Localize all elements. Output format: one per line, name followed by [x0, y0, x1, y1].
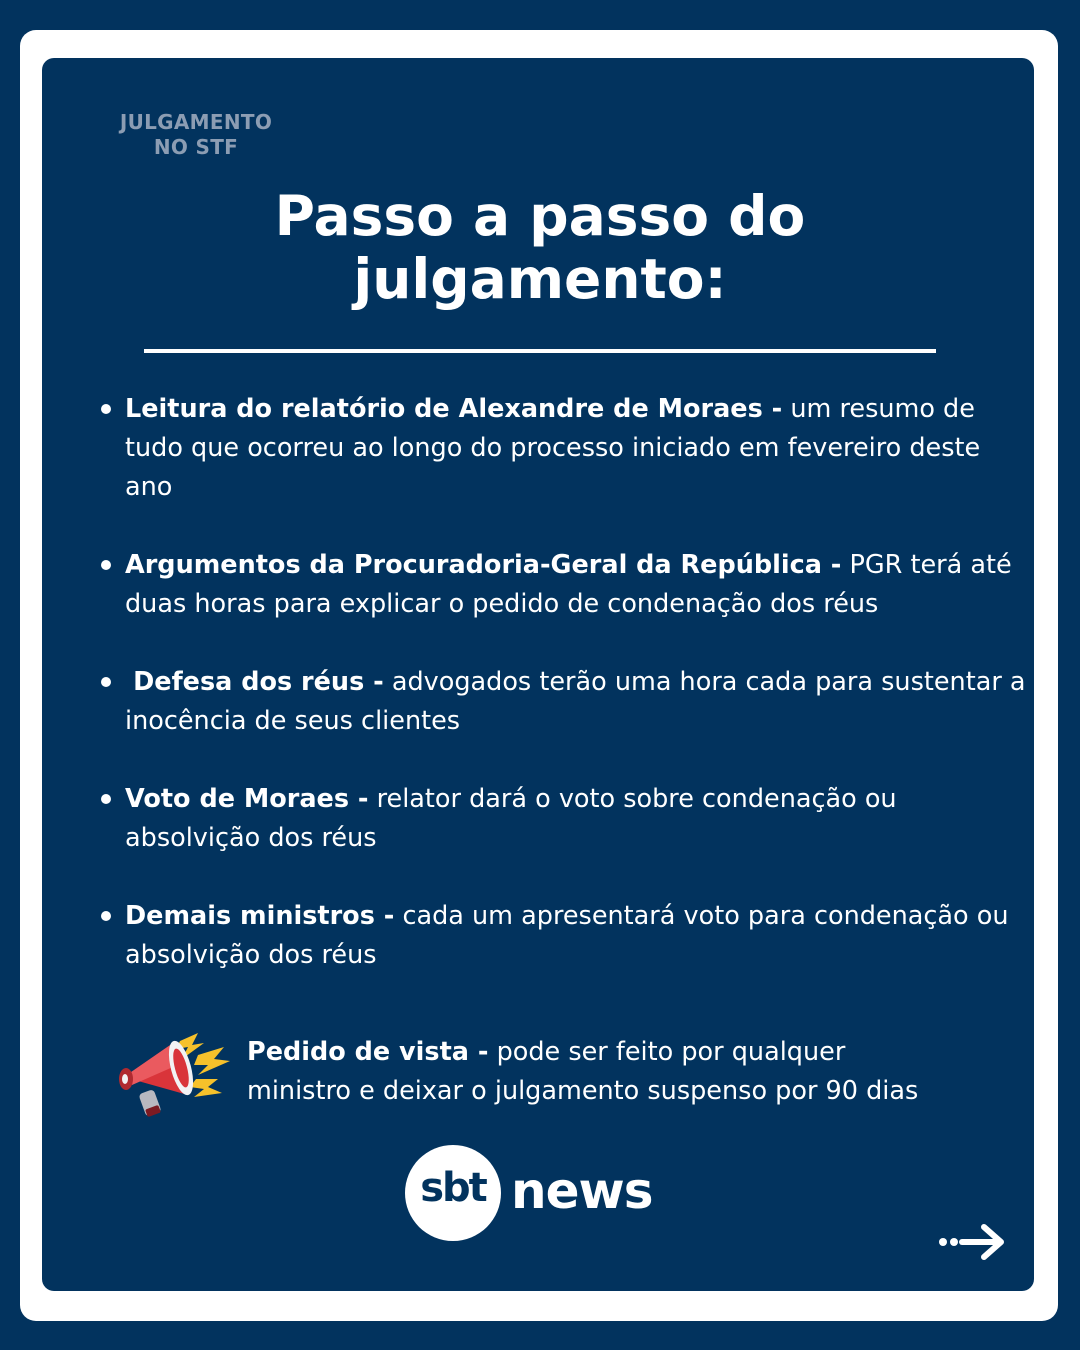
- step-description: um resumo de tudo que ocorreu ao longo do processo iniciado em fevereiro deste ano: [125, 394, 981, 502]
- bullet: [101, 911, 111, 921]
- pedido-de-vista-note: [118, 1033, 1018, 1123]
- page-title: [140, 185, 940, 311]
- step-heading: Demais ministros -: [125, 901, 395, 931]
- step-description: advogados terão uma hora cada para sustentar a inocência de seus clientes: [125, 667, 1026, 736]
- vista-line-1: [247, 1033, 1027, 1072]
- steps-list: [100, 390, 1030, 1014]
- vista-heading: Pedido de vista -: [247, 1037, 489, 1067]
- step-item: [100, 663, 1030, 741]
- step-heading: Leitura do relatório de Alexandre de Moraes -: [125, 394, 783, 424]
- kicker-line-1: JULGAMENTO: [119, 110, 273, 134]
- step-item: [100, 546, 1030, 624]
- arrow-right-icon[interactable]: [938, 1222, 1008, 1262]
- kicker-line-2: NO STF: [153, 135, 239, 159]
- bullet: [101, 794, 111, 804]
- step-heading: Argumentos da Procuradoria-Geral da República -: [125, 550, 842, 580]
- step-heading: Defesa dos réus -: [133, 667, 384, 697]
- vista-text: [247, 1033, 1027, 1111]
- step-description: relator dará o voto sobre condenação ou absolvição dos réus: [125, 784, 897, 853]
- step-description: cada um apresentará voto para condenação ou absolvição dos réus: [125, 901, 1009, 970]
- title-line-2: julgamento:: [353, 247, 727, 311]
- title-line-1: Passo a passo do: [274, 184, 806, 248]
- step-item: [100, 390, 1030, 507]
- megaphone-icon: [118, 1033, 236, 1123]
- sbt-news-logo: [405, 1145, 675, 1241]
- logo-sbt-text: sbt: [420, 1165, 486, 1211]
- step-heading: Voto de Moraes -: [125, 784, 369, 814]
- vista-description-2: ministro e deixar o julgamento suspenso por 90 dias: [247, 1076, 919, 1106]
- bullet: [101, 404, 111, 414]
- step-description: PGR terá até duas horas para explicar o pedido de condenação dos réus: [125, 550, 1012, 619]
- title-divider: [144, 349, 936, 353]
- bullet: [101, 560, 111, 570]
- vista-description-1: pode ser feito por qualquer: [496, 1037, 846, 1067]
- section-kicker: [96, 110, 296, 160]
- step-item: [100, 780, 1030, 858]
- step-item: [100, 897, 1030, 975]
- logo-news-text: news: [511, 1162, 653, 1220]
- bullet: [101, 677, 111, 687]
